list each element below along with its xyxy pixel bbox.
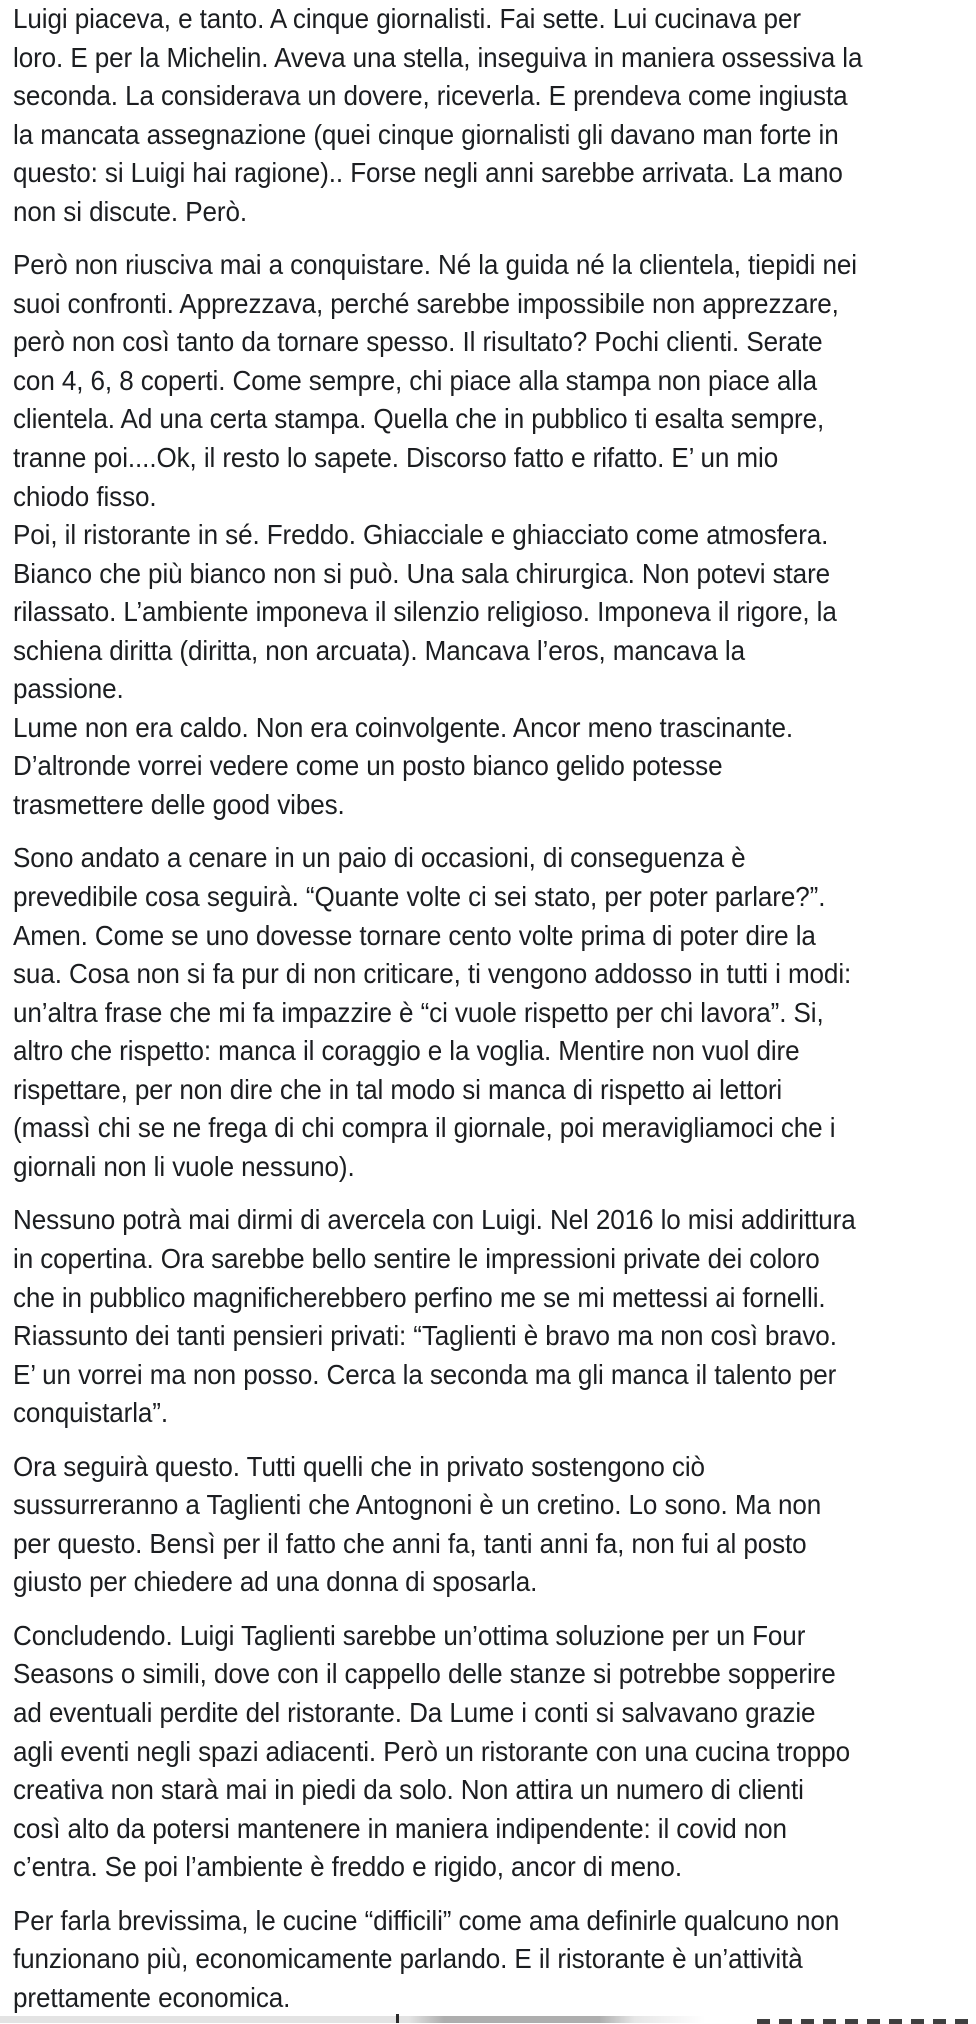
text-line: rispettare, per non dire che in tal modo si manca di rispetto ai lettori: [13, 1073, 783, 1105]
text-line: chiodo fisso.: [13, 480, 157, 512]
text-line: Però non riusciva mai a conquistare. Né la guida né la clientela, tiepidi nei: [13, 249, 857, 281]
text-line: rilassato. L’ambiente imponeva il silenzio religioso. Imponeva il rigore, la: [13, 596, 837, 628]
cutoff-dash: [889, 2019, 902, 2024]
cutoff-text-dashes: [757, 2019, 968, 2024]
text-line: conquistarla”.: [13, 1397, 169, 1429]
text-line: che in pubblico magnificherebbero perfino me se mi mettessi ai fornelli.: [13, 1281, 826, 1313]
cutoff-dash: [757, 2019, 770, 2024]
text-line: prettamente economica.: [13, 1981, 291, 2013]
text-line: funzionano più, economicamente parlando. E il ristorante è un’attività: [13, 1943, 803, 1975]
text-line: loro. E per la Michelin. Aveva una stella, inseguiva in maniera ossessiva la: [13, 41, 863, 73]
text-line: ad eventuali perdite del ristorante. Da Lume i conti si salvavano grazie: [13, 1696, 816, 1728]
text-line: clientela. Ad una certa stampa. Quella che in pubblico ti esalta sempre,: [13, 403, 825, 435]
paragraph: [13, 1201, 976, 1432]
text-line: seconda. La considerava un dovere, riceverla. E prendeva come ingiusta: [13, 80, 848, 112]
text-line: (massì chi se ne frega di chi compra il giornale, poi meravigliamoci che i: [13, 1112, 836, 1144]
cutoff-dash: [955, 2019, 968, 2024]
cutoff-dash: [823, 2019, 836, 2024]
cutoff-dash: [845, 2019, 858, 2024]
cutoff-dash: [933, 2019, 946, 2024]
text-line: creativa non starà mai in piedi da solo. Non attira un numero di clienti: [13, 1774, 804, 1806]
text-line: la mancata assegnazione (quei cinque giornalisti gli davano man forte in: [13, 118, 839, 150]
text-line: con 4, 6, 8 coperti. Come sempre, chi piace alla stampa non piace alla: [13, 364, 818, 396]
text-line: così alto da potersi mantenere in maniera indipendente: il covid non: [13, 1812, 787, 1844]
text-line: schiena diritta (diritta, non arcuata). Mancava l’eros, mancava la: [13, 634, 746, 666]
text-line: trasmettere delle good vibes.: [13, 788, 345, 820]
text-line: D’altronde vorrei vedere come un posto bianco gelido potesse: [13, 750, 723, 782]
text-line: Ora seguirà questo. Tutti quelli che in privato sostengono ciò: [13, 1450, 705, 1482]
text-line: altro che rispetto: manca il coraggio e la voglia. Mentire non vuol dire: [13, 1035, 800, 1067]
paragraph: [13, 246, 976, 824]
text-line: agli eventi negli spazi adiacenti. Però un ristorante con una cucina troppo: [13, 1735, 850, 1767]
text-line: Sono andato a cenare in un paio di occasioni, di conseguenza è: [13, 842, 746, 874]
cutoff-dash: [779, 2019, 792, 2024]
text-line: passione.: [13, 673, 124, 705]
text-line: non si discute. Però.: [13, 195, 247, 227]
text-line: sussurreranno a Taglienti che Antognoni è un cretino. Lo sono. Ma non: [13, 1489, 822, 1521]
text-line: Amen. Come se uno dovesse tornare cento volte prima di poter dire la: [13, 919, 816, 951]
text-line: giusto per chiedere ad una donna di sposarla.: [13, 1566, 538, 1598]
text-line: giornali non li vuole nessuno).: [13, 1150, 355, 1182]
text-line: c’entra. Se poi l’ambiente è freddo e rigido, ancor di meno.: [13, 1851, 682, 1883]
text-line: Luigi piaceva, e tanto. A cinque giornalisti. Fai sette. Lui cucinava per: [13, 3, 801, 34]
text-line: E’ un vorrei ma non posso. Cerca la seconda ma gli manca il talento per: [13, 1358, 837, 1390]
text-line: Nessuno potrà mai dirmi di avercela con Luigi. Nel 2016 lo misi addirittura: [13, 1204, 856, 1236]
text-line: un’altra frase che mi fa impazzire è “ci vuole rispetto per chi lavora”. Si,: [13, 996, 824, 1028]
text-line: sua. Cosa non si fa pur di non criticare, ti vengono addosso in tutti i modi:: [13, 958, 852, 990]
text-line: in copertina. Ora sarebbe bello sentire le impressioni private dei coloro: [13, 1242, 820, 1274]
paragraph: [13, 0, 976, 231]
text-line: questo: si Luigi hai ragione).. Forse negli anni sarebbe arrivata. La mano: [13, 157, 843, 189]
text-line: prevedibile cosa seguirà. “Quante volte ci sei stato, per poter parlare?”.: [13, 881, 826, 913]
paragraph: [13, 1448, 976, 1602]
cutoff-gray-bar: [0, 2016, 705, 2023]
text-line: Concludendo. Luigi Taglienti sarebbe un’ottima soluzione per un Four: [13, 1619, 806, 1651]
cutoff-bar-tick: [396, 2014, 399, 2023]
text-line: Per farla brevissima, le cucine “difficili” come ama definirle qualcuno non: [13, 1904, 840, 1936]
cutoff-dash: [867, 2019, 880, 2024]
paragraph: [13, 1902, 976, 2018]
text-line: Riassunto dei tanti pensieri privati: “Taglienti è bravo ma non così bravo.: [13, 1320, 837, 1352]
text-line: suoi confronti. Apprezzava, perché sarebbe impossibile non apprezzare,: [13, 287, 839, 319]
text-line: Poi, il ristorante in sé. Freddo. Ghiacciale e ghiacciato come atmosfera.: [13, 519, 829, 551]
paragraph: [13, 839, 976, 1186]
cutoff-dash: [801, 2019, 814, 2024]
text-line: Lume non era caldo. Non era coinvolgente. Ancor meno trascinante.: [13, 711, 793, 743]
text-line: per questo. Bensì per il fatto che anni fa, tanti anni fa, non fui al posto: [13, 1527, 807, 1559]
paragraph: [13, 1617, 976, 1887]
text-line: però non così tanto da tornare spesso. Il risultato? Pochi clienti. Serate: [13, 326, 823, 358]
text-line: Seasons o simili, dove con il cappello delle stanze si potrebbe sopperire: [13, 1658, 836, 1690]
text-line: tranne poi....Ok, il resto lo sapete. Discorso fatto e rifatto. E’ un mio: [13, 442, 779, 474]
cutoff-bottom-element: [0, 2012, 976, 2024]
text-line: Bianco che più bianco non si può. Una sala chirurgica. Non potevi stare: [13, 557, 831, 589]
cutoff-dash: [911, 2019, 924, 2024]
